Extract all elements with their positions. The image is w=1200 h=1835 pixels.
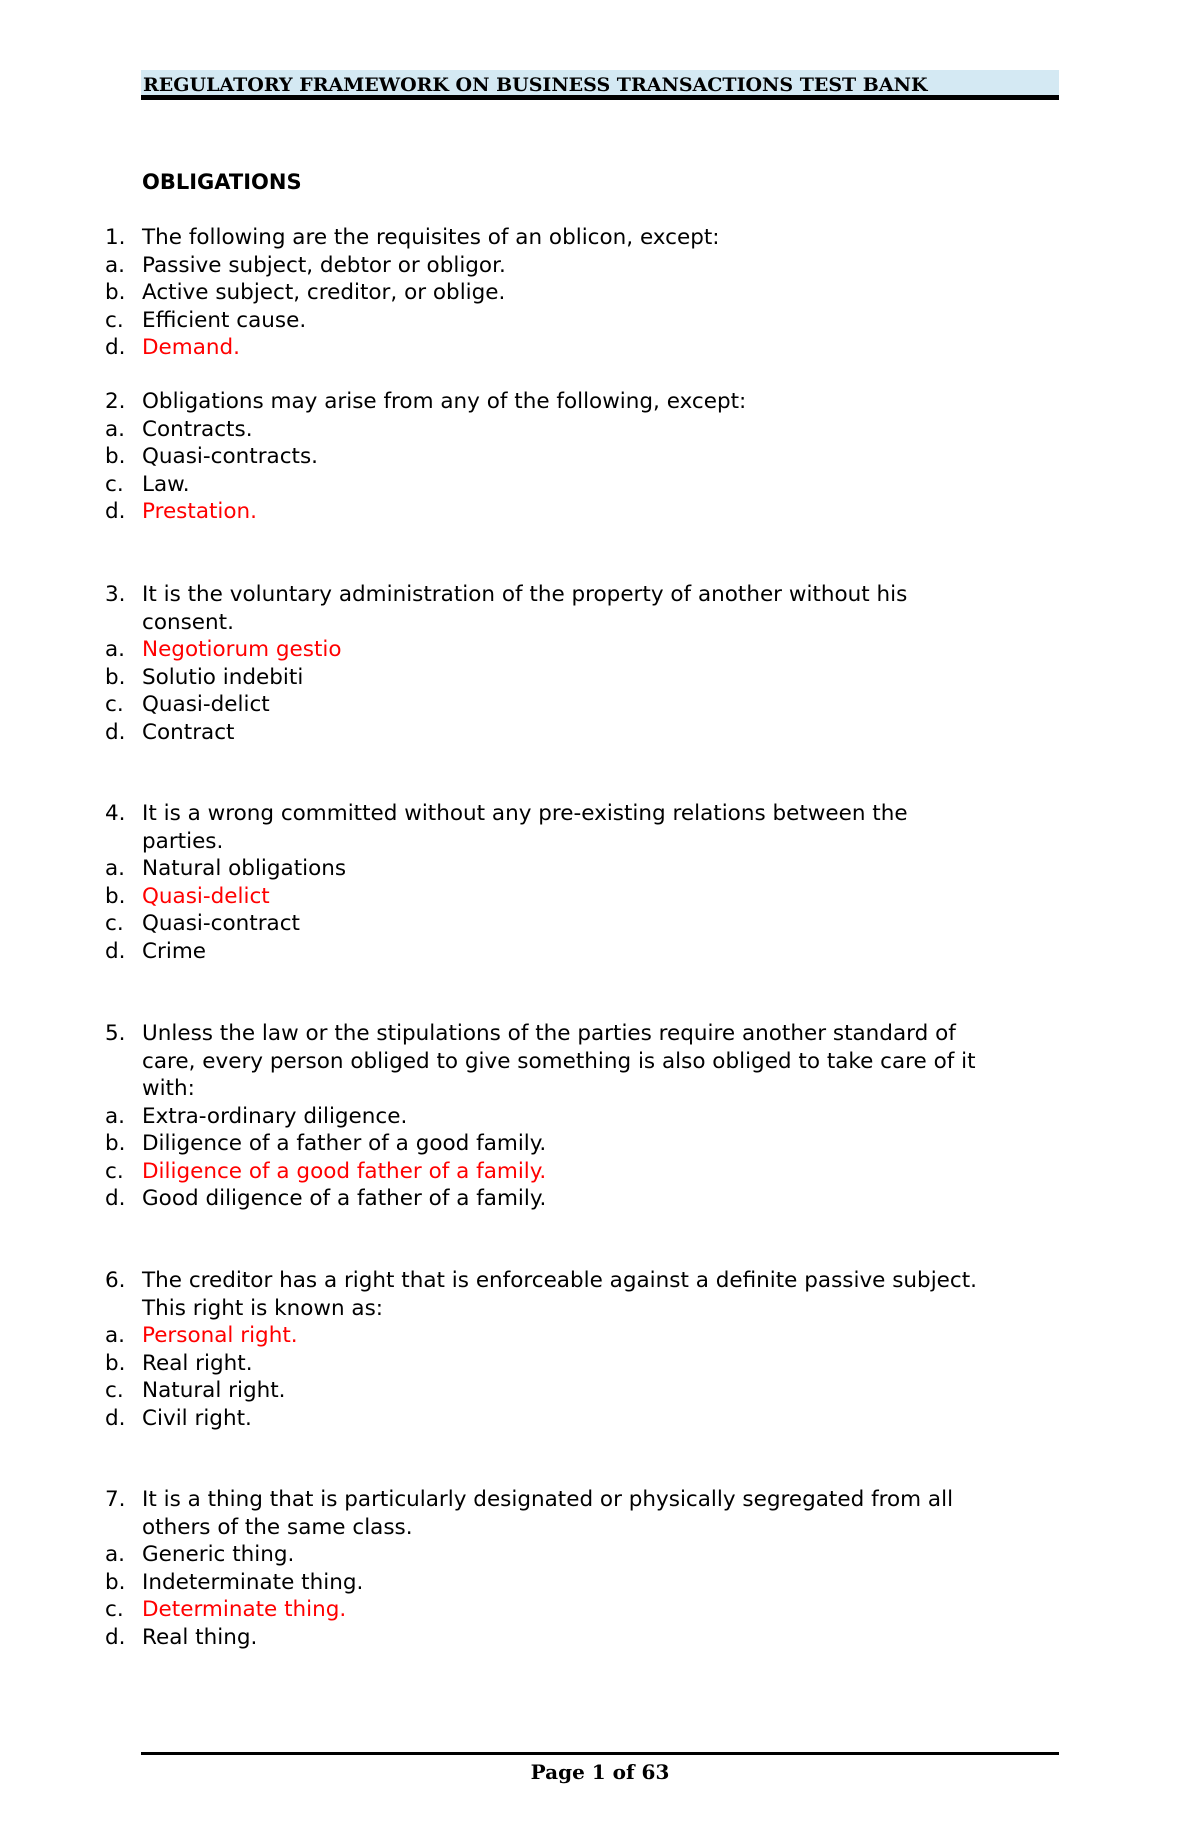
question-text: It is a thing that is particularly designated or physically segregated from all — [142, 1487, 954, 1512]
choice-letter: c. — [105, 692, 124, 717]
question-text: The following are the requisites of an oblicon, except: — [142, 225, 720, 250]
question-6 — [0, 1267, 1200, 1432]
choice-letter: c. — [105, 911, 124, 936]
choice-text: Efficient cause. — [142, 307, 307, 333]
choice-a — [0, 416, 1200, 444]
correct-answer — [0, 883, 1200, 911]
choice-a — [0, 1541, 1200, 1569]
choice-letter: b. — [105, 664, 126, 690]
choice-letter: a. — [105, 637, 126, 662]
choice-text: Quasi-contracts. — [142, 444, 318, 469]
choice-letter: c. — [105, 1597, 124, 1622]
choice-text: Law. — [142, 471, 190, 497]
choice-text: Quasi-delict — [142, 692, 270, 717]
header-title: REGULATORY FRAMEWORK ON BUSINESS TRANSACTIONS TEST BANK — [143, 74, 928, 96]
choice-b — [0, 443, 1200, 471]
choice-d — [0, 719, 1200, 747]
choice-b — [0, 1130, 1200, 1158]
choice-letter: a. — [105, 856, 126, 881]
choice-text: Good diligence of a father of a family. — [142, 1186, 547, 1211]
choice-letter: d. — [105, 1405, 126, 1431]
question-number: 6. — [105, 1268, 126, 1293]
choice-letter: b. — [105, 280, 126, 305]
question-text: with: — [142, 1076, 195, 1101]
choice-text: Demand. — [142, 335, 241, 360]
page-number: Page 1 of 63 — [530, 1760, 670, 1784]
choice-b — [0, 1569, 1200, 1597]
footer-divider — [141, 1752, 1059, 1755]
choice-letter: a. — [105, 1323, 126, 1348]
correct-answer — [0, 636, 1200, 664]
choice-text: Real right. — [142, 1350, 253, 1376]
question-number: 3. — [105, 582, 126, 607]
choice-b — [0, 1350, 1200, 1378]
choice-letter: c. — [105, 471, 124, 497]
question-text: The creditor has a right that is enforceable against a definite passive subject. — [142, 1268, 977, 1293]
question-4 — [0, 800, 1200, 965]
question-text: It is a wrong committed without any pre-existing relations between the — [142, 801, 908, 826]
choice-text: Indeterminate thing. — [142, 1569, 364, 1595]
choice-d — [0, 1624, 1200, 1652]
correct-answer — [0, 1322, 1200, 1350]
question-text: others of the same class. — [142, 1514, 413, 1540]
choice-d — [0, 938, 1200, 966]
choice-text: Civil right. — [142, 1405, 252, 1431]
choice-c — [0, 910, 1200, 938]
choice-a — [0, 855, 1200, 883]
choice-letter: c. — [105, 307, 124, 333]
choice-text: Quasi-contract — [142, 911, 300, 936]
question-1 — [0, 224, 1200, 362]
correct-answer — [0, 498, 1200, 526]
choice-letter: b. — [105, 1350, 126, 1376]
choice-letter: c. — [105, 1378, 124, 1403]
question-5 — [0, 1020, 1200, 1213]
choice-d — [0, 1185, 1200, 1213]
choice-d — [0, 1405, 1200, 1433]
choice-letter: b. — [105, 1131, 126, 1156]
question-number: 4. — [105, 801, 126, 826]
choice-text: Crime — [142, 938, 206, 964]
choice-text: Passive subject, debtor or obligor. — [142, 252, 506, 278]
choice-letter: a. — [105, 252, 126, 278]
section-title: OBLIGATIONS — [142, 170, 302, 194]
choice-c — [0, 307, 1200, 335]
question-text: care, every person obliged to give something is also obliged to take care of it — [142, 1048, 976, 1074]
choice-text: Determinate thing. — [142, 1597, 347, 1622]
choice-text: Personal right. — [142, 1323, 298, 1348]
choice-letter: d. — [105, 335, 126, 360]
choice-b — [0, 279, 1200, 307]
choice-c — [0, 1377, 1200, 1405]
document-header — [141, 70, 1059, 100]
question-number: 1. — [105, 225, 126, 250]
question-text: Obligations may arise from any of the following, except: — [142, 389, 747, 414]
choice-letter: d. — [105, 1624, 126, 1650]
choice-letter: c. — [105, 1158, 124, 1184]
question-text: It is the voluntary administration of the property of another without his — [142, 582, 908, 607]
choice-b — [0, 664, 1200, 692]
choice-a — [0, 252, 1200, 280]
choice-text: Quasi-delict — [142, 883, 270, 909]
question-2 — [0, 388, 1200, 526]
question-text: Unless the law or the stipulations of the parties require another standard of — [142, 1021, 956, 1046]
choice-c — [0, 691, 1200, 719]
choice-text: Natural right. — [142, 1378, 286, 1403]
choice-text: Contracts. — [142, 416, 253, 442]
question-text: This right is known as: — [142, 1295, 384, 1321]
choice-letter: d. — [105, 499, 126, 524]
question-text: parties. — [142, 828, 224, 854]
choice-text: Generic thing. — [142, 1542, 295, 1567]
question-7 — [0, 1486, 1200, 1651]
question-number: 2. — [105, 389, 126, 414]
choice-text: Solutio indebiti — [142, 664, 304, 690]
question-3 — [0, 581, 1200, 746]
correct-answer — [0, 1158, 1200, 1186]
question-number: 5. — [105, 1021, 126, 1046]
choice-a — [0, 1103, 1200, 1131]
choice-letter: d. — [105, 1186, 126, 1211]
correct-answer — [0, 334, 1200, 362]
choice-text: Extra-ordinary diligence. — [142, 1103, 408, 1129]
choice-text: Diligence of a father of a good family. — [142, 1131, 547, 1156]
choice-text: Natural obligations — [142, 856, 347, 881]
choice-letter: a. — [105, 416, 126, 442]
question-number: 7. — [105, 1487, 126, 1512]
choice-letter: d. — [105, 938, 126, 964]
choice-c — [0, 471, 1200, 499]
choice-letter: b. — [105, 883, 126, 909]
choice-text: Contract — [142, 719, 235, 745]
choice-letter: a. — [105, 1103, 126, 1129]
choice-text: Prestation. — [142, 499, 258, 524]
choice-text: Diligence of a good father of a family. — [142, 1158, 547, 1184]
choice-text: Active subject, creditor, or oblige. — [142, 280, 506, 305]
choice-letter: b. — [105, 1569, 126, 1595]
choice-text: Negotiorum gestio — [142, 637, 342, 662]
choice-letter: b. — [105, 444, 126, 469]
question-text: consent. — [142, 609, 234, 635]
choice-letter: d. — [105, 719, 126, 745]
choice-text: Real thing. — [142, 1624, 258, 1650]
correct-answer — [0, 1596, 1200, 1624]
choice-letter: a. — [105, 1542, 126, 1567]
